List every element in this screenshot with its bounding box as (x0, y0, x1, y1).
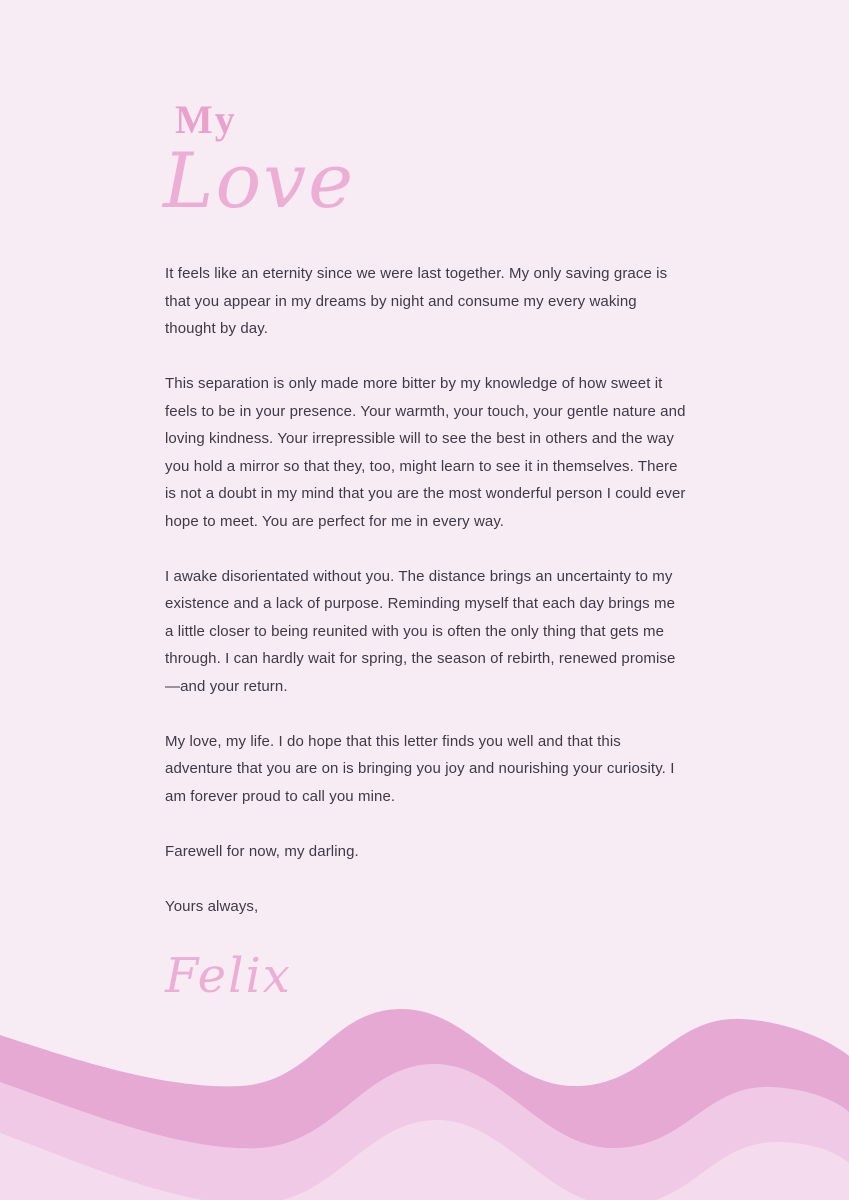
title-word-love: Love (163, 136, 356, 225)
closing-line: Yours always, (165, 897, 259, 915)
letter-body (165, 260, 687, 920)
farewell-line: Farewell for now, my darling. (165, 842, 359, 860)
paragraph-3: I awake disorientated without you. The distance brings an uncertainty to my existence and a lack of purpose. Reminding myself that each day brings me a little closer to being reunited with you is often the only thing that gets me through. I can hardly wait for spring, the season of rebirth, renewed promise—and your return. (165, 567, 676, 695)
signature-felix: Felix (165, 947, 292, 1004)
footer-wave-decoration (0, 1000, 849, 1200)
paragraph-1: It feels like an eternity since we were last together. My only saving grace is that you appear in my dreams by night and consume my every waking thought by day. (165, 265, 668, 337)
love-letter (165, 98, 687, 1004)
title-word-my: My (175, 97, 237, 142)
letter-title (165, 98, 687, 226)
paragraph-4: My love, my life. I do hope that this letter finds you well and that this adventure that you are on is bringing you joy and nourishing your curiosity. I am forever proud to call you mine. (165, 732, 675, 805)
paragraph-2: This separation is only made more bitter by my knowledge of how sweet it feels to be in your presence. Your warmth, your touch, your gentle nature and loving kindness. Your irrepressible will to see the best in others and the way you hold a mirror so that they, too, might learn to see it in themselves. There is not a doubt in my mind that you are the most wonderful person I could ever hope to meet. You are perfect for me in every way. (165, 375, 686, 530)
